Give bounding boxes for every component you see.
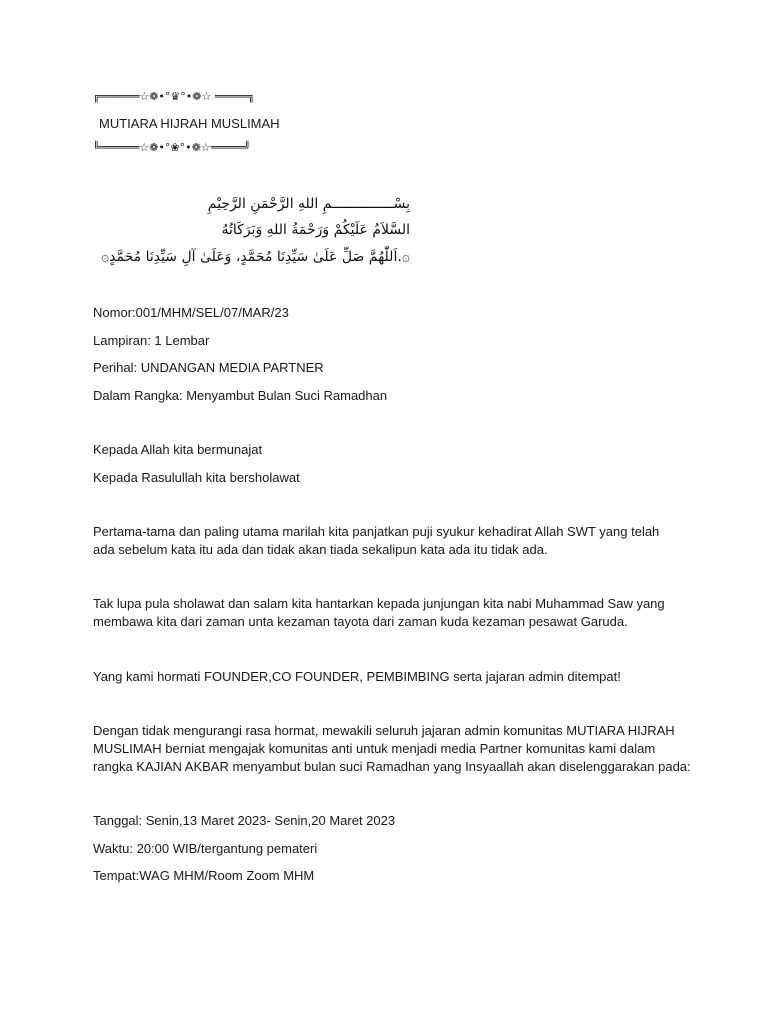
opening-line-2: Kepada Rasulullah kita bersholawat	[93, 470, 300, 485]
paragraph-4-line-1: Dengan tidak mengurangi rasa hormat, mewakili seluruh jajaran admin komunitas MUTIARA HIJRAH	[93, 723, 675, 738]
letter-attachment: Lampiran: 1 Lembar	[93, 333, 210, 348]
event-time: Waktu: 20:00 WIB/tergantung pemateri	[93, 841, 318, 856]
salam-text: السَّلاَمُ عَلَيْكُمْ وَرَحْمَةُ اللهِ وَبَرَكَاتُهُ	[221, 222, 410, 238]
sholawat-text: ۞.اَللّٰهُمَّ صَلِّ عَلَىٰ سَيِّدِنَا مُحَمَّدٍ، وَعَلَىٰ آلِ سَيِّدِنَا مُحَمَّدٍ۞	[100, 249, 410, 265]
basmala-text: بِسْـــــــــــــــمِ اللهِ الرَّحْمَنِ الرَّحِيْمِ	[207, 196, 410, 212]
opening-line-1: Kepada Allah kita bermunajat	[93, 442, 263, 457]
paragraph-2-line-2: membawa kita dari zaman unta kezaman tayota dari zaman kuda kezaman pesawat Garuda.	[93, 614, 628, 629]
paragraph-1-line-1: Pertama-tama dan paling utama marilah kita panjatkan puji syukur kehadirat Allah SWT yang telah	[93, 524, 660, 539]
paragraph-4-line-2: MUSLIMAH berniat mengajak komunitas anti untuk menjadi media Partner komunitas kami dalam	[93, 741, 656, 756]
paragraph-3: Yang kami hormati FOUNDER,CO FOUNDER, PEMBIMBING serta jajaran admin ditempat!	[93, 669, 621, 684]
paragraph-2-line-1: Tak lupa pula sholawat dan salam kita hantarkan kepada junjungan kita nabi Muhammad Saw yang	[93, 596, 665, 611]
header-frame-top: ╔══════☆❁•°♛°•❁☆ ═════╗	[93, 90, 255, 103]
letter-number: Nomor:001/MHM/SEL/07/MAR/23	[93, 305, 289, 320]
community-title: MUTIARA HIJRAH MUSLIMAH	[99, 116, 280, 131]
paragraph-4-line-3: rangka KAJIAN AKBAR menyambut bulan suci Ramadhan yang Insyaallah akan diselenggarakan pada:	[93, 759, 691, 774]
paragraph-1-line-2: ada sebelum kata itu ada dan tidak akan tiada sekalipun kata ada itu tidak ada.	[93, 542, 548, 557]
event-date: Tanggal: Senin,13 Maret 2023- Senin,20 Maret 2023	[93, 813, 396, 828]
letter-subject: Perihal: UNDANGAN MEDIA PARTNER	[93, 360, 324, 375]
letter-occasion: Dalam Rangka: Menyambut Bulan Suci Ramadhan	[93, 388, 388, 403]
event-place: Tempat:WAG MHM/Room Zoom MHM	[93, 868, 315, 883]
header-frame-bottom: ╚══════☆❁•°❀°•❁☆═════╝	[93, 141, 251, 154]
